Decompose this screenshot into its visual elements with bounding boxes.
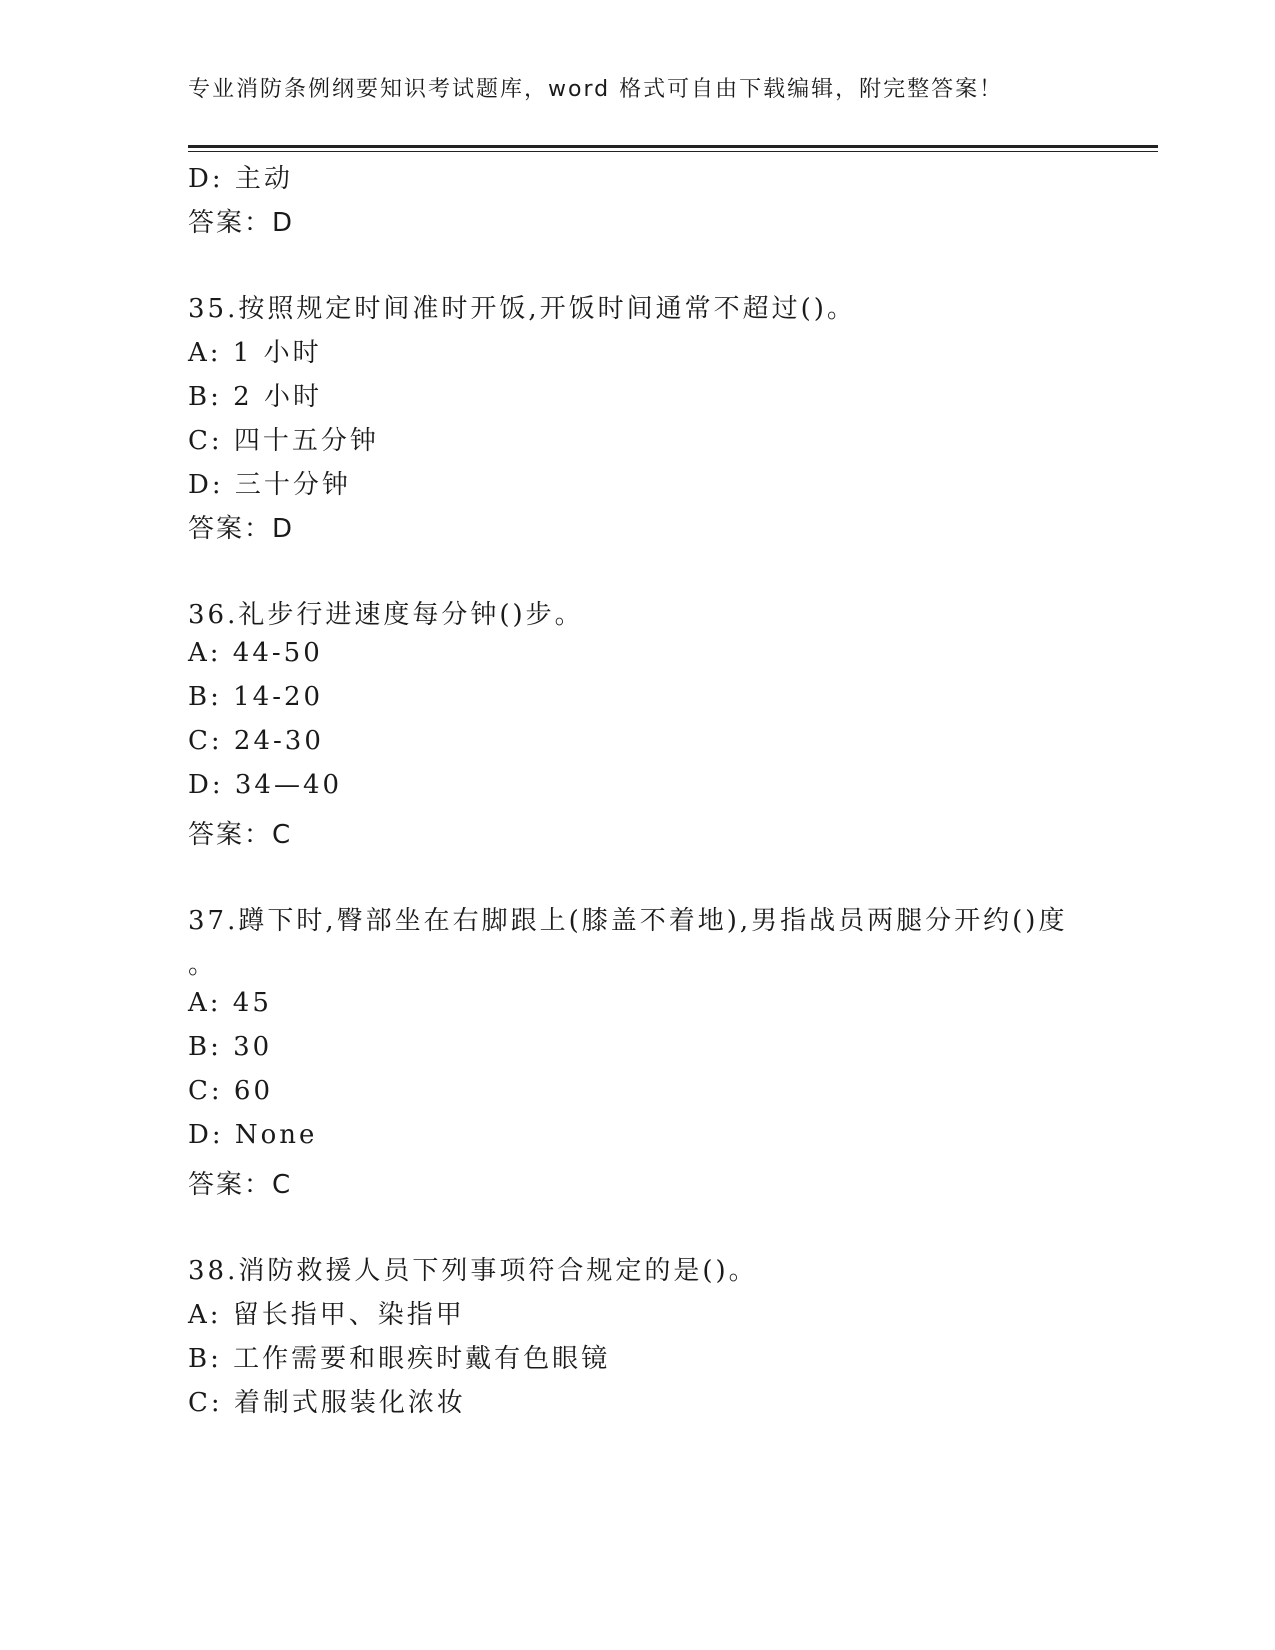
question-35: 35.按照规定时间准时开饭,开饭时间通常不超过()。 xyxy=(188,294,856,324)
option-b: B: 30 xyxy=(188,1032,273,1062)
answer-line: 答案：D xyxy=(188,208,295,238)
option-a: A: 44-50 xyxy=(188,638,323,668)
question-37-continuation: 。 xyxy=(188,950,218,980)
option-a: A: 1 小时 xyxy=(188,338,322,368)
option-b: B: 14-20 xyxy=(188,682,324,712)
option-d: D: None xyxy=(188,1120,318,1150)
option-a: A: 45 xyxy=(188,988,272,1018)
header-rule-thin xyxy=(188,151,1158,152)
option-d: D: 34—40 xyxy=(188,770,343,800)
option-b: B: 工作需要和眼疾时戴有色眼镜 xyxy=(188,1344,611,1374)
option-d: D: 三十分钟 xyxy=(188,470,351,500)
option-c: C: 着制式服装化浓妆 xyxy=(188,1388,466,1418)
option-c: C: 60 xyxy=(188,1076,274,1106)
document-header: 专业消防条例纲要知识考试题库，word 格式可自由下载编辑，附完整答案！ xyxy=(188,77,1004,102)
option-d: D: 主动 xyxy=(188,164,293,194)
question-36: 36.礼步行进速度每分钟()步。 xyxy=(188,600,584,630)
question-37: 37.蹲下时,臀部坐在右脚跟上(膝盖不着地),男指战员两腿分开约()度 xyxy=(188,906,1068,936)
option-c: C: 四十五分钟 xyxy=(188,426,379,456)
answer-line: 答案：C xyxy=(188,1170,293,1200)
header-rule-thick xyxy=(188,145,1158,148)
question-38: 38.消防救援人员下列事项符合规定的是()。 xyxy=(188,1256,758,1286)
answer-line: 答案：C xyxy=(188,820,293,850)
answer-line: 答案：D xyxy=(188,514,295,544)
option-c: C: 24-30 xyxy=(188,726,324,756)
option-b: B: 2 小时 xyxy=(188,382,322,412)
option-a: A: 留长指甲、染指甲 xyxy=(188,1300,465,1330)
